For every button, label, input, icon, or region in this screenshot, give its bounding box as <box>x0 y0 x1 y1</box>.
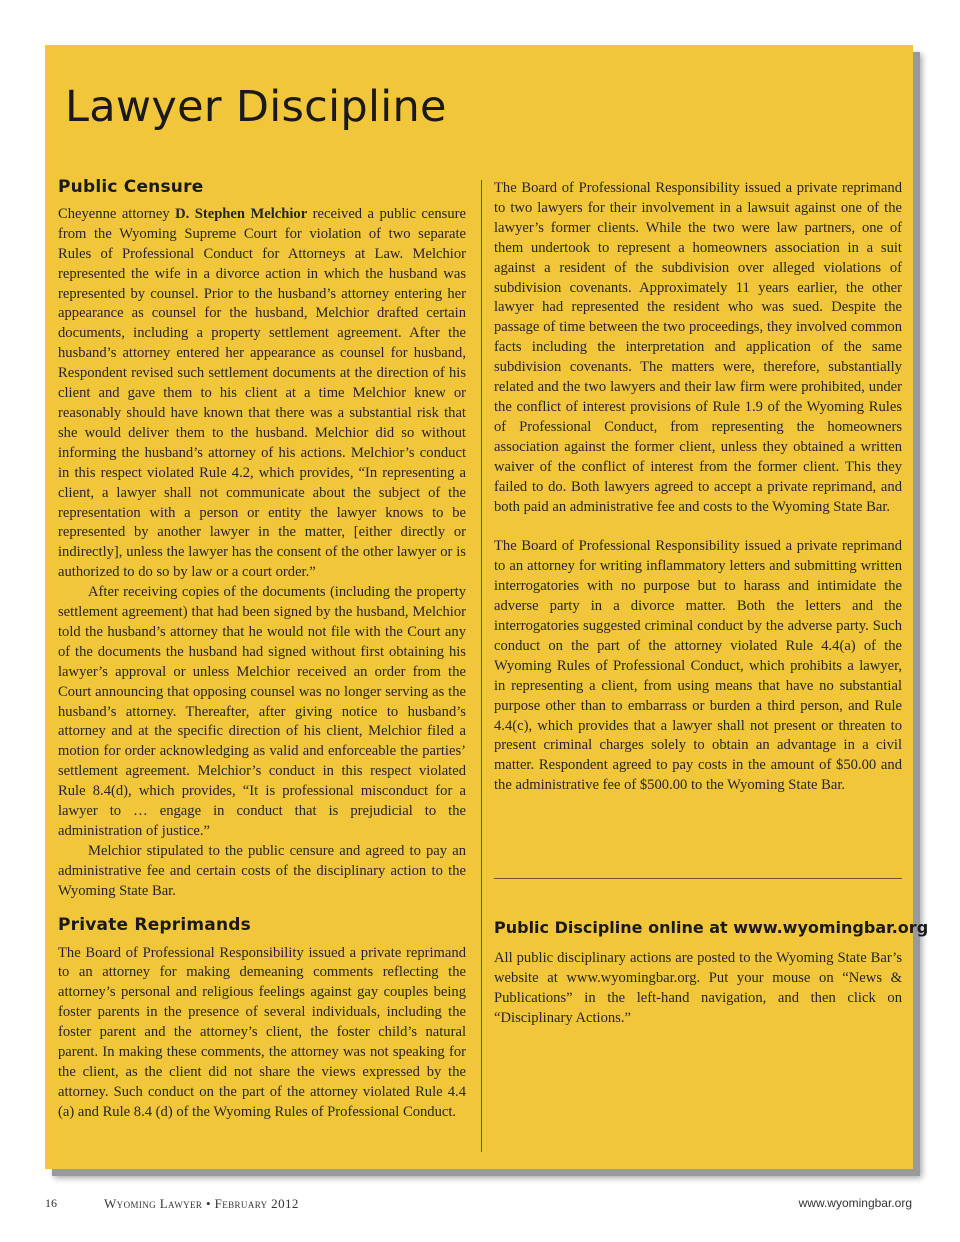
attorney-name: D. Stephen Melchior <box>175 205 308 222</box>
public-censure-heading: Public Censure <box>58 177 204 197</box>
online-paragraph: All public disciplinary actions are posted to the Wyoming State Bar’s website at www.wyomingbar.org. Put your mouse on “News & Publications” in the left-hand navigation, and then click on “Disciplinary Actions.” <box>494 950 902 1026</box>
public-censure-paragraph-3: Melchior stipulated to the public censure and agreed to pay an administrative fee and certain costs of the disciplinary action to the Wyoming State Bar. <box>58 842 466 899</box>
column-divider <box>481 180 482 1152</box>
publication-name: Wyoming Lawyer • February 2012 <box>104 1196 299 1211</box>
page-title: Lawyer Discipline <box>65 82 447 132</box>
private-reprimands-heading: Private Reprimands <box>58 914 251 935</box>
right-column <box>494 179 902 796</box>
right-paragraph-1: The Board of Professional Responsibility issued a private reprimand to two lawyers for their involvement in a lawsuit against one of the lawyer’s former clients. While the two were law partners, one of them undertook to represent a homeowners association in a suit against a resident of the subdivision over alleged violations of subdivision covenants. Approximately 11 years earlier, the other lawyer had represented the resident who was sued. Despite the passage of time between the two proceedings, they involved common facts including the interpretation and application of the same subdivision covenants. The matters were, therefore, substantially related and the two lawyers and their law firm were prohibited, under the conflict of interest provisions of Rule 1.9 of the Wyoming Rules of Professional Conduct, from representing the homeowners association against the former client, unless they obtained a written waiver of the conflict of interest from the former client. This they failed to do. Both lawyers agreed to accept a private reprimand, and both paid an administrative fee and costs to the Wyoming State Bar. <box>494 180 902 515</box>
private-reprimands-paragraph-1: The Board of Professional Responsibility issued a private reprimand to an attorney for making demeaning comments reflecting the attorney’s personal and religious feelings against gay couples being foster parents in the presence of several individuals, including the foster parent and the attorney’s client, the foster child’s natural parent. In making these comments, the attorney was not speaking for the client, as the client did not share the views expressed by the attorney. Such conduct on the part of the attorney violated Rule 4.4 (a) and Rule 8.4 (d) of the Wyoming Rules of Professional Conduct. <box>58 944 466 1120</box>
right-paragraph-2: The Board of Professional Responsibility issued a private reprimand to an attorney for writing inflammatory letters and submitting written interrogatories with no purpose but to harass and intimidate the adverse party in a divorce matter. Both the letters and the interrogatories suggested criminal conduct by the adverse party. Such conduct on the part of the attorney violated Rule 4.4(a) of the Wyoming Rules of Professional Conduct, which prohibits a lawyer, in representing a client, from using means that have no substantial purpose other than to embarrass or burden a third person, and Rule 4.4(c), which provides that a lawyer shall not present or threaten to present criminal charges solely to obtain an advantage in a civil matter. Respondent agreed to pay costs in the amount of $50.00 and the administrative fee of $500.00 to the Wyoming State Bar. <box>494 538 902 794</box>
footer-url[interactable]: www.wyomingbar.org <box>798 1196 912 1210</box>
page-number: 16 <box>45 1196 57 1210</box>
public-censure-paragraph-1 <box>58 205 466 583</box>
p1-intro: Cheyenne attorney <box>58 205 176 222</box>
paragraph-gap <box>494 517 902 537</box>
online-heading: Public Discipline online at www.wyomingbar.org <box>494 918 929 937</box>
left-column <box>58 178 466 1123</box>
p1-body: received a public censure from the Wyoming Supreme Court for violation of two separate Rules of Professional Conduct for Attorneys at Law. Melchior represented the wife in a divorce action in which the husband was represented by counsel. Prior to the husband’s attorney entering her appearance as counsel for the husband, Melchior drafted certain documents, including a property settlement agreement. After the husband’s attorney entered her appearance as counsel for husband, Respondent revised such settlement documents at the direction of his client and gave them to his client at a time Melchior knew or reasonably should have known that there was a substantial risk that she would deliver them to the husband. Melchior did so without informing the husband’s attorney of his actions. Melchior’s conduct in this respect violated Rule 4.2, which provides, “In representing a client, a lawyer shall not communicate about the subject of the representation with a person or entity the lawyer knows to be represented by another lawyer in the matter, [either directly or indirectly], unless the lawyer has the consent of the other lawyer or is authorized to do so by law or a court order.” <box>58 205 466 581</box>
public-censure-paragraph-2: After receiving copies of the documents (including the property settlement agreement) that had been signed by the husband, Melchior told the husband’s attorney that he would not file with the Court any of the documents the husband had signed without first obtaining his lawyer’s approval or unless Melchior received an order from the Court announcing that opposing counsel was no longer serving as the husband’s attorney. Thereafter, after giving notice to husband’s attorney and at the specific direction of his client, Melchior filed a motion for order acknowledging as valid and enforceable the parties’ settlement agreement. Melchior’s conduct in this respect violated Rule 8.4(d), which provides, “It is professional misconduct for a lawyer to … engage in conduct that is prejudicial to the administration of justice.” <box>58 584 466 839</box>
section-divider <box>494 878 902 879</box>
